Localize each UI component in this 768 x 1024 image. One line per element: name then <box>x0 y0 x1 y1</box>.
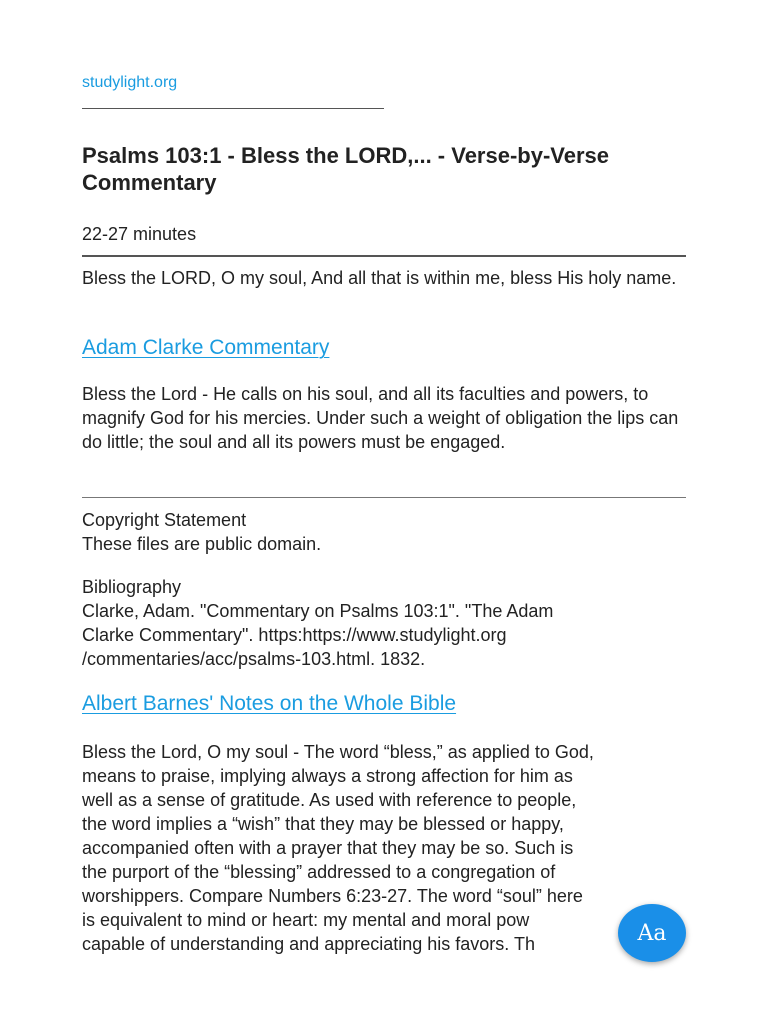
source-divider <box>82 108 384 109</box>
barnes-line: worshippers. Compare Numbers 6:23-27. The word “soul” here <box>82 886 583 906</box>
copyright-label: Copyright Statement <box>82 510 247 530</box>
copyright-text: These files are public domain. <box>82 534 322 554</box>
barnes-line: the purport of the “blessing” addressed to a congregation of <box>82 862 556 882</box>
bibliography-line: Clarke Commentary". https:https://www.studylight.org <box>82 625 507 645</box>
bibliography-line: /commentaries/acc/psalms-103.html. 1832. <box>82 649 426 669</box>
barnes-line: capable of understanding and appreciating his favors. Th <box>82 934 535 954</box>
bibliography-block <box>82 575 686 671</box>
reading-time: 22-27 minutes <box>82 224 197 244</box>
barnes-line: Bless the Lord, O my soul - The word “bless,” as applied to God, <box>82 742 594 762</box>
bibliography-label: Bibliography <box>82 577 182 597</box>
barnes-line: the word implies a “wish” that they may be blessed or happy, <box>82 814 564 834</box>
verse-text: Bless the LORD, O my soul, And all that is within me, bless His holy name. <box>82 268 677 288</box>
copyright-block <box>82 508 686 556</box>
clarke-commentary-body: Bless the Lord - He calls on his soul, and all its faculties and powers, to magnify God for his mercies. Under such a weight of obligation the lips can do little; the soul and all its powers must be engaged. <box>82 384 679 452</box>
barnes-line: accompanied often with a prayer that they may be so. Such is <box>82 838 574 858</box>
barnes-line: means to praise, implying always a strong affection for him as <box>82 766 573 786</box>
font-size-button[interactable]: Aa <box>618 904 686 962</box>
section-divider <box>82 497 686 498</box>
barnes-notes-link[interactable]: Albert Barnes' Notes on the Whole Bible <box>82 692 457 715</box>
bibliography-line: Clarke, Adam. "Commentary on Psalms 103:1". "The Adam <box>82 601 554 621</box>
header-divider <box>82 255 686 257</box>
barnes-line: well as a sense of gratitude. As used with reference to people, <box>82 790 577 810</box>
page-title: Psalms 103:1 - Bless the LORD,... - Verse-by-Verse Commentary <box>82 143 610 195</box>
barnes-notes-body <box>82 740 688 956</box>
barnes-line: is equivalent to mind or heart: my mental and moral pow <box>82 910 530 930</box>
source-link[interactable]: studylight.org <box>82 74 178 91</box>
clarke-commentary-link[interactable]: Adam Clarke Commentary <box>82 336 330 359</box>
